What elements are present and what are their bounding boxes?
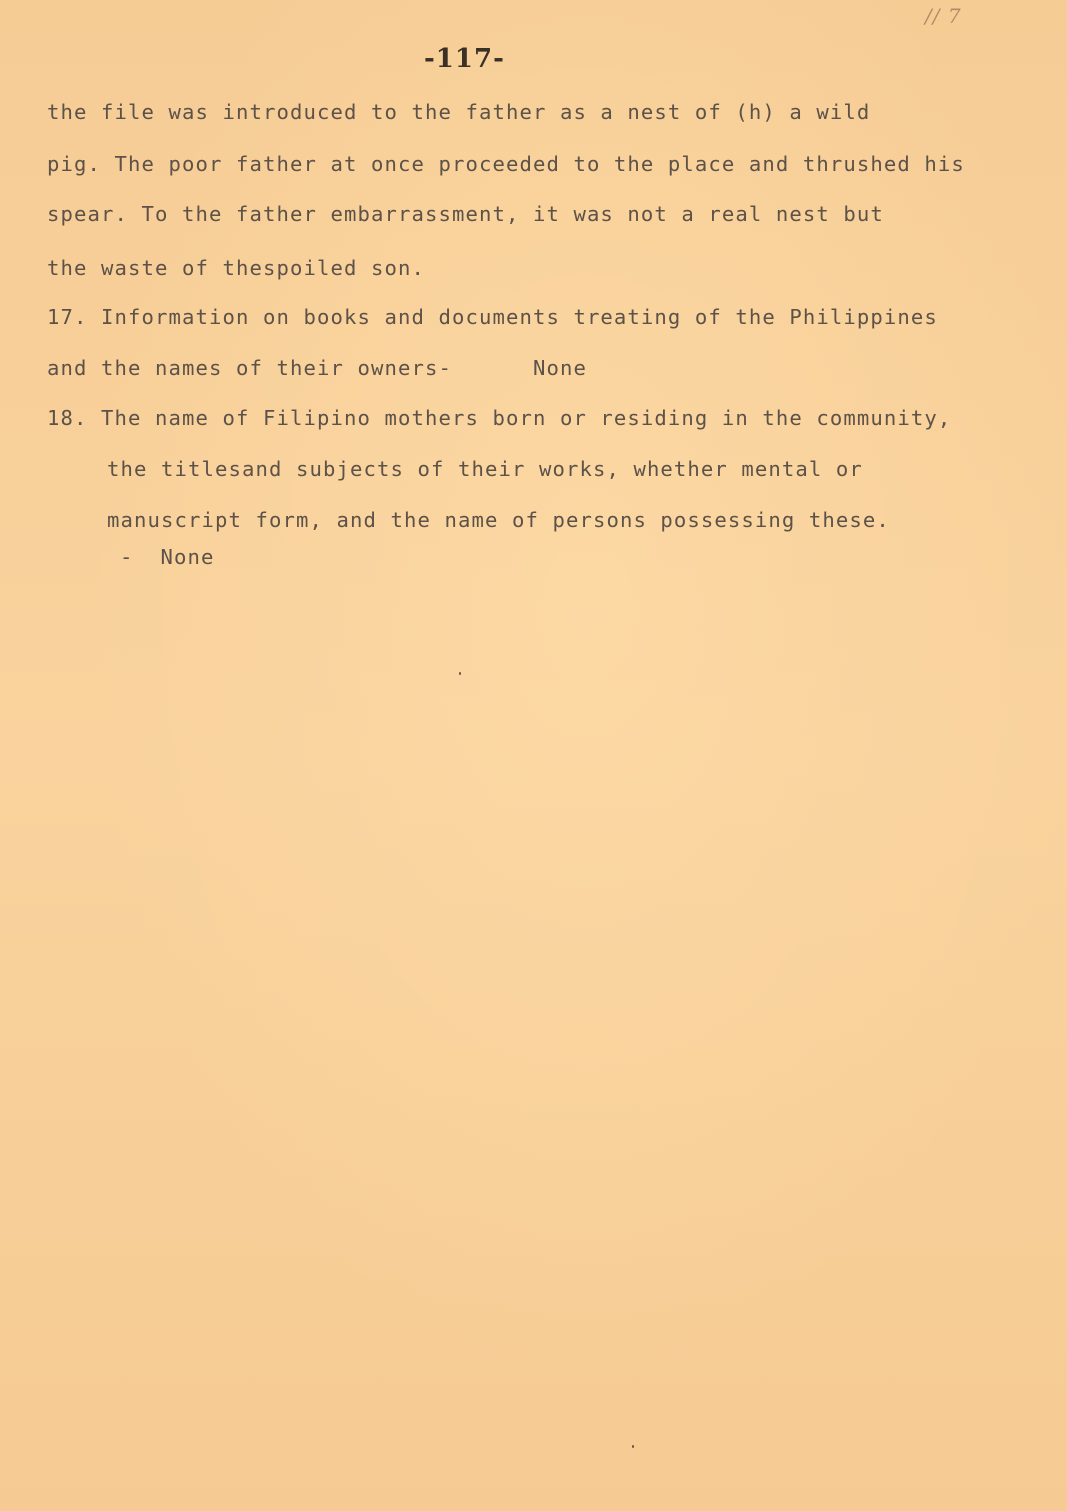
text-line: spear. To the father embarrassment, it was not a real nest but bbox=[47, 202, 884, 226]
text-line: the waste of thespoiled son. bbox=[47, 256, 425, 280]
text-line: the titlesand subjects of their works, whether mental or bbox=[107, 457, 863, 481]
text-line: pig. The poor father at once proceeded to the place and thrushed his bbox=[47, 152, 965, 176]
text-line-item-18: 18. The name of Filipino mothers born or residing in the community, bbox=[47, 406, 952, 430]
text-line: and the names of their owners- None bbox=[47, 356, 587, 380]
page-number: -117- bbox=[424, 44, 505, 74]
paper-speck bbox=[459, 672, 461, 675]
text-line: manuscript form, and the name of persons possessing these. bbox=[107, 508, 890, 532]
text-line-item-17: 17. Information on books and documents treating of the Philippines bbox=[47, 305, 938, 329]
pencil-annotation: // 7 bbox=[925, 4, 962, 28]
text-line: the file was introduced to the father as a nest of (h) a wild bbox=[47, 100, 871, 124]
paper-speck bbox=[632, 1445, 634, 1448]
text-line: - None bbox=[120, 545, 215, 569]
